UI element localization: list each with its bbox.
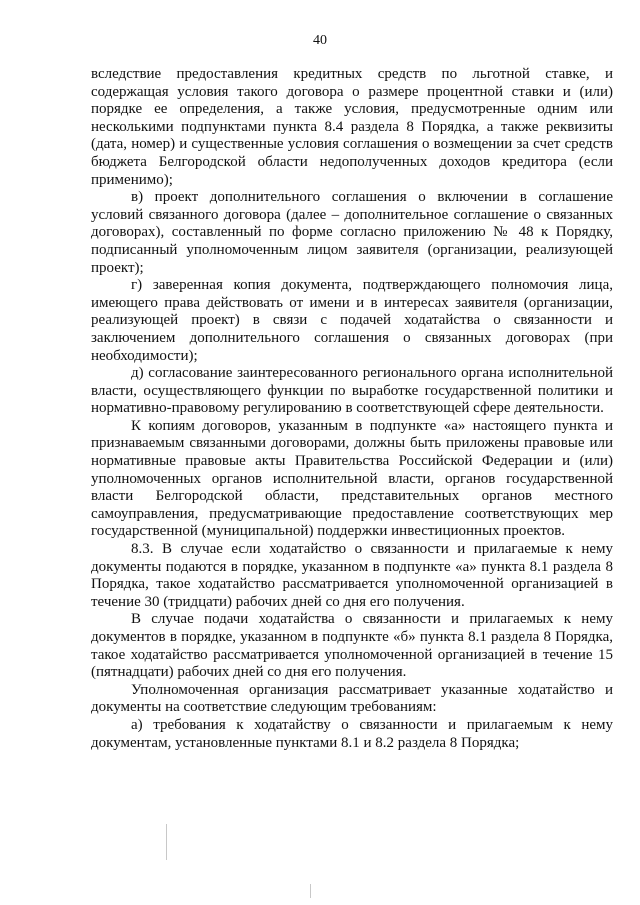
paragraph-review-requirements: Уполномоченная организация рассматривает указанные ходатайство и документы на соответствие следующим требованиям: (91, 681, 613, 716)
paragraph-item-v: в) проект дополнительного соглашения о включении в соглашение условий связанного договора (далее – дополнительное соглашение о связанных договорах), составленный по форме согласно приложению № 48 к Порядку, подписанный уполномоченным лицом заявителя (организации, реализующей проект); (91, 189, 613, 276)
paragraph-attachments-note: К копиям договоров, указанным в подпункте «а» настоящего пункта и признаваемым связанными договорами, должны быть приложены правовые или нормативные правовые акты Правительства Российской Федерации и (или) уполномоченных органов исполнительной власти, органов государственной власти Белгородской области, представительных органов местного самоуправления, предусматривающие предоставление соответствующих мер государственной (муниципальной) поддержки инвестиционных проектов. (91, 417, 613, 540)
paragraph-8-3: 8.3. В случае если ходатайство о связанности и прилагаемые к нему документы подаются в порядке, указанном в подпункте «а» пункта 8.1 раздела 8 Порядка, такое ходатайство рассматривается уполномоченной организацией в течение 30 (тридцати) рабочих дней со дня его получения. (91, 541, 613, 610)
paragraph-subpoint-b-case: В случае подачи ходатайства о связанности и прилагаемых к нему документов в порядке, указанном в подпункте «б» пункта 8.1 раздела 8 Порядка, такое ходатайство рассматривается уполномоченной организацией в течение 15 (пятнадцати) рабочих дней со дня его получения. (91, 611, 613, 681)
document-body (91, 66, 613, 752)
page-number: 40 (313, 33, 327, 48)
paragraph-item-g: г) заверенная копия документа, подтверждающего полномочия лица, имеющего права действовать от имени и в интересах заявителя (организации, реализующей проект) в связи с подачей ходатайства о связанности и заключением дополнительного соглашения о связанных договорах (при необходимости); (91, 277, 613, 364)
scan-artifact-line (310, 884, 311, 898)
scan-artifact-line (166, 824, 167, 860)
paragraph-item-d: д) согласование заинтересованного регионального органа исполнительной власти, осуществляющего функции по выработке государственной политики и нормативно-правовому регулированию в соответствующей сфере деятельности. (91, 365, 613, 417)
paragraph-continuation: вследствие предоставления кредитных средств по льготной ставке, и содержащая условия такого договора о размере процентной ставки и (или) порядке ее определения, а также условия, предусмотренные одним или несколькими подпунктами пункта 8.4 раздела 8 Порядка, а также реквизиты (дата, номер) и существенные условия соглашения о возмещении за счет средств бюджета Белгородской области недополученных доходов кредитора (если применимо); (91, 66, 613, 188)
paragraph-requirement-a: а) требования к ходатайству о связанности и прилагаемым к нему документам, установленные пунктами 8.1 и 8.2 раздела 8 Порядка; (91, 716, 613, 751)
